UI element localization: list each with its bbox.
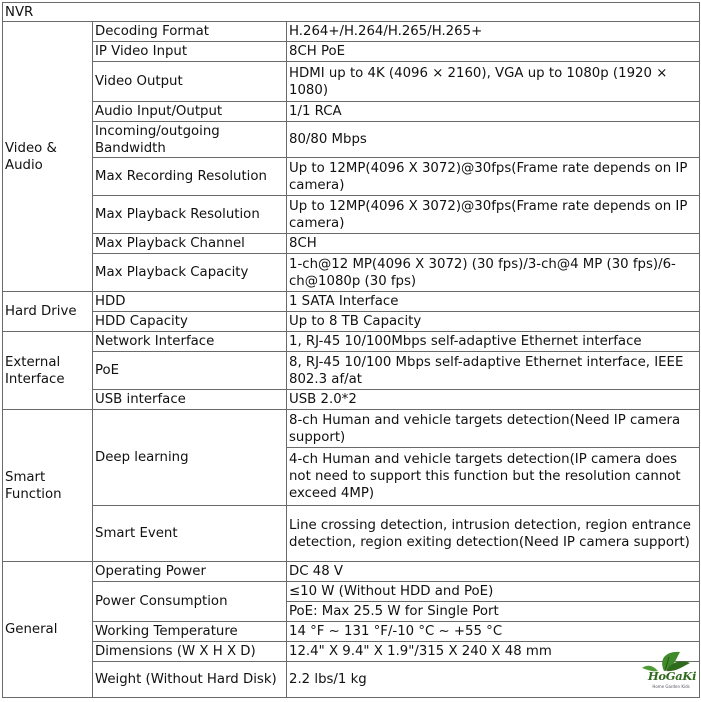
table-row [3,582,700,602]
table-row [3,292,700,312]
feature-cell: Decoding Format [93,22,287,42]
value-cell: 1, RJ-45 10/100Mbps self-adaptive Ethernet interface [287,332,700,352]
feature-cell: Max Recording Resolution [93,158,287,196]
table-row [3,254,700,292]
table-row [3,642,700,662]
feature-cell: Max Playback Resolution [93,196,287,234]
spec-table-body [3,3,700,698]
feature-cell: Power Consumption [93,582,287,622]
feature-cell: Network Interface [93,332,287,352]
table-row [3,562,700,582]
category-cell: Video & Audio [3,22,93,292]
table-row [3,102,700,122]
feature-cell: Video Output [93,62,287,102]
feature-cell: USB interface [93,390,287,410]
value-cell: 1 SATA Interface [287,292,700,312]
value-cell: Up to 12MP(4096 X 3072)@30fps(Frame rate depends on IP camera) [287,196,700,234]
table-row [3,352,700,390]
category-cell: General [3,562,93,698]
table-row [3,196,700,234]
value-cell: DC 48 V [287,562,700,582]
value-cell: Up to 12MP(4096 X 3072)@30fps(Frame rate depends on IP camera) [287,158,700,196]
table-row [3,622,700,642]
feature-cell: Working Temperature [93,622,287,642]
title-row [3,3,700,22]
value-cell: 12.4" X 9.4" X 1.9"/315 X 240 X 48 mm [287,642,700,662]
feature-cell: HDD [93,292,287,312]
table-row [3,62,700,102]
feature-cell: Operating Power [93,562,287,582]
value-cell: 8, RJ-45 10/100 Mbps self-adaptive Ethernet interface, IEEE 802.3 af/at [287,352,700,390]
value-cell: Up to 8 TB Capacity [287,312,700,332]
value-cell: ≤10 W (Without HDD and PoE) [287,582,700,602]
value-cell: USB 2.0*2 [287,390,700,410]
table-title: NVR [3,3,700,22]
table-row [3,662,700,698]
feature-cell: Audio Input/Output [93,102,287,122]
feature-cell: Max Playback Capacity [93,254,287,292]
value-cell: 8-ch Human and vehicle targets detection(Need IP camera support) [287,410,700,448]
feature-cell: Smart Event [93,506,287,562]
value-cell: 2.2 lbs/1 kg [287,662,700,698]
value-cell: 14 °F ~ 131 °F/-10 °C ~ +55 °C [287,622,700,642]
table-row [3,158,700,196]
table-row [3,122,700,158]
table-row [3,42,700,62]
value-cell: 80/80 Mbps [287,122,700,158]
table-row [3,22,700,42]
feature-cell: Deep learning [93,410,287,506]
feature-cell: IP Video Input [93,42,287,62]
table-row [3,234,700,254]
table-row [3,410,700,448]
value-cell: 1-ch@12 MP(4096 X 3072) (30 fps)/3-ch@4 MP (30 fps)/6-ch@1080p (30 fps) [287,254,700,292]
table-row [3,506,700,562]
logo-wordmark: HoGaKi [647,669,697,683]
feature-cell: PoE [93,352,287,390]
value-cell: 8CH PoE [287,42,700,62]
feature-cell: Weight (Without Hard Disk) [93,662,287,698]
feature-cell: HDD Capacity [93,312,287,332]
value-cell: H.264+/H.264/H.265/H.265+ [287,22,700,42]
feature-cell: Max Playback Channel [93,234,287,254]
category-cell: External Interface [3,332,93,410]
spec-table [2,2,700,698]
table-row [3,390,700,410]
value-cell: 8CH [287,234,700,254]
brand-logo [636,647,700,697]
value-cell: HDMI up to 4K (4096 × 2160), VGA up to 1080p (1920 × 1080) [287,62,700,102]
value-cell: 4-ch Human and vehicle targets detection(IP camera does not need to support this function but the resolution cannot exceed 4MP) [287,448,700,506]
value-cell: Line crossing detection, intrusion detection, region entrance detection, region exiting detection(Need IP camera support) [287,506,700,562]
value-cell: PoE: Max 25.5 W for Single Port [287,602,700,622]
feature-cell: Dimensions (W X H X D) [93,642,287,662]
feature-cell: Incoming/outgoing Bandwidth [93,122,287,158]
category-cell: Hard Drive [3,292,93,332]
table-row [3,312,700,332]
category-cell: Smart Function [3,410,93,562]
table-row [3,332,700,352]
value-cell: 1/1 RCA [287,102,700,122]
logo-tagline: Home Garden Kids [652,684,690,689]
